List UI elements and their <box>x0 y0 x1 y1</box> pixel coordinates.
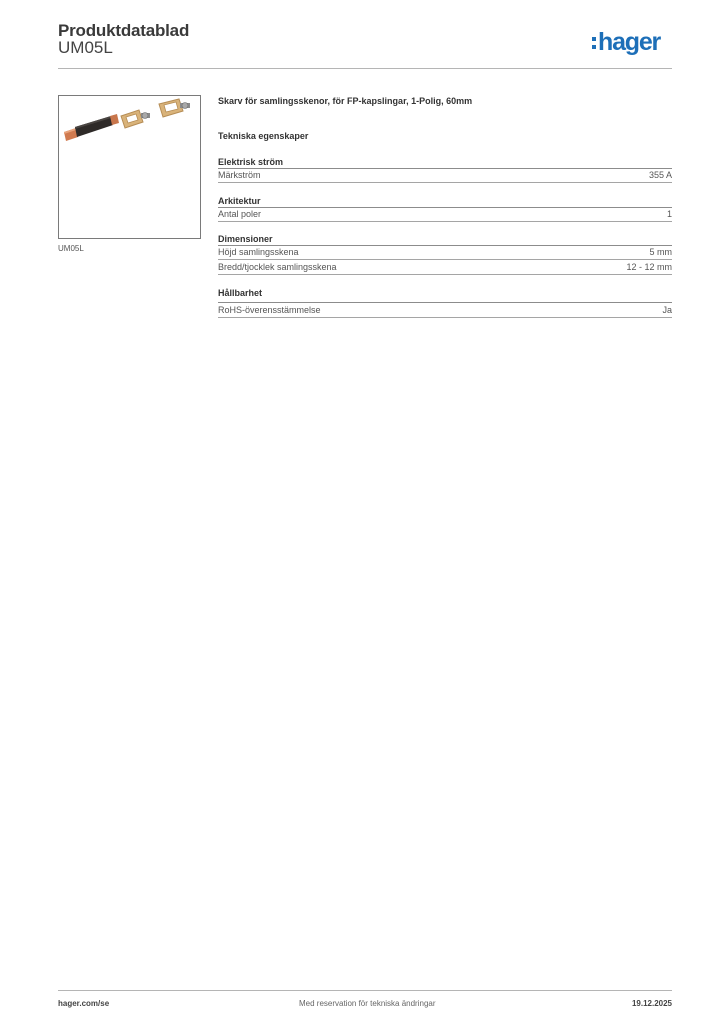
header-divider <box>58 68 672 69</box>
spec-label: Märkström <box>218 170 261 180</box>
product-image <box>58 95 201 239</box>
spec-group-title: Hållbarhet <box>218 288 263 298</box>
spec-value: 355 A <box>648 170 672 180</box>
logo-text: hager <box>598 28 661 56</box>
logo-dots-icon <box>592 37 596 49</box>
footer-disclaimer: Med reservation för tekniska ändringar <box>299 999 436 1008</box>
spec-value: Ja <box>662 305 672 315</box>
spec-row <box>218 246 672 260</box>
spec-value: 5 mm <box>649 247 672 257</box>
specs-heading: Tekniska egenskaper <box>218 131 309 141</box>
footer-divider <box>58 990 672 991</box>
spec-label: Antal poler <box>218 209 262 219</box>
spec-group-title: Elektrisk ström <box>218 157 284 167</box>
spec-label: RoHS-överensstämmelse <box>218 305 321 315</box>
footer-date: 19.12.2025 <box>631 999 672 1008</box>
product-code: UM05L <box>58 38 113 57</box>
spec-row <box>218 208 672 222</box>
product-description: Skarv för samlingsskenor, för FP-kapslingar, 1-Polig, 60mm <box>218 96 473 106</box>
busbar-connector-illustration <box>59 96 200 238</box>
spec-group-title: Arkitektur <box>218 196 261 206</box>
group-divider <box>218 302 672 303</box>
spec-row <box>218 169 672 183</box>
document-title: Produktdatablad <box>58 21 190 40</box>
spec-row <box>218 304 672 318</box>
spec-row <box>218 261 672 275</box>
image-caption: UM05L <box>58 244 84 253</box>
spec-label: Höjd samlingsskena <box>218 247 299 257</box>
footer-website-link[interactable]: hager.com/se <box>58 999 110 1008</box>
spec-value: 12 - 12 mm <box>626 262 672 272</box>
spec-label: Bredd/tjocklek samlingsskena <box>218 262 337 272</box>
hager-logo <box>592 27 660 57</box>
spec-value: 1 <box>666 209 672 219</box>
spec-group-title: Dimensioner <box>218 234 273 244</box>
